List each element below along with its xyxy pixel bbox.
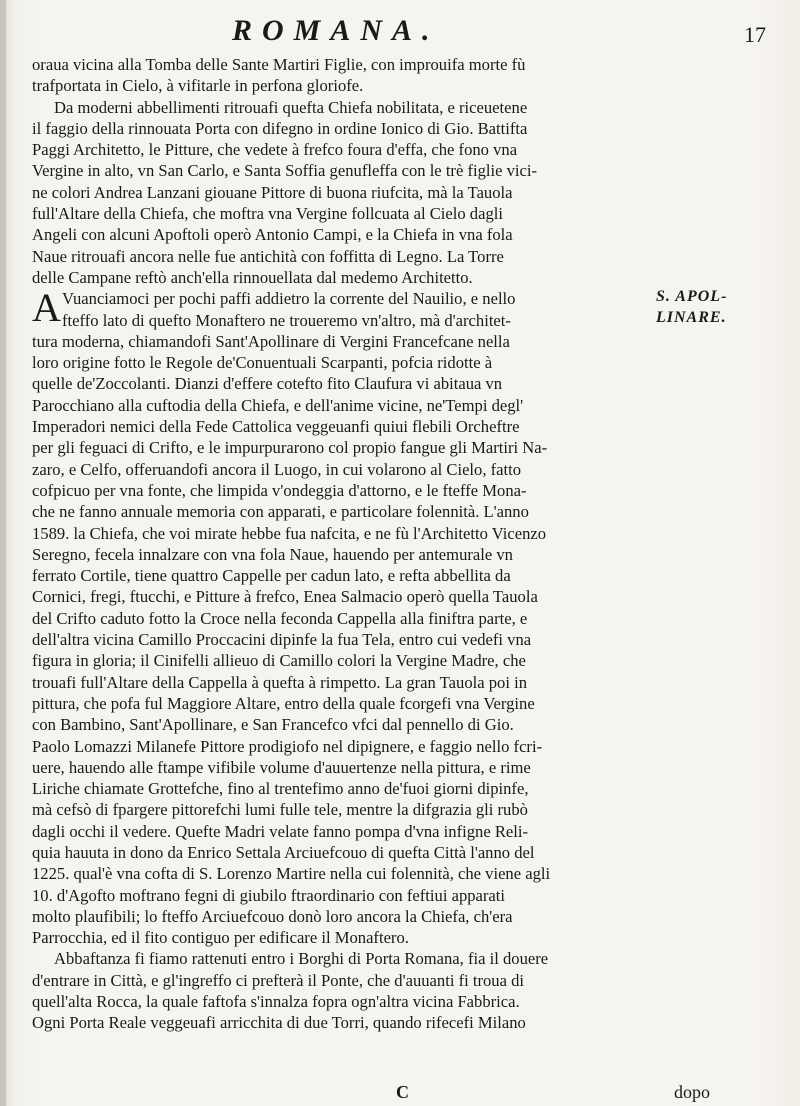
page-gutter bbox=[0, 0, 6, 1106]
text-line: figura in gloria; il Cinifelli allieuo di Camillo colori la Vergine Madre, che bbox=[32, 651, 526, 671]
text-line: mà cefsò di fpargere pittorefchi lumi fulle tele, mentre la difgrazia gli rubò bbox=[32, 800, 528, 820]
text-line: quell'alta Rocca, la quale faftofa s'innalza fopra ogn'altra vicina Fabbrica. bbox=[32, 992, 520, 1012]
text-line: Vergine in alto, vn San Carlo, e Santa Soffia genufleffa con le trè figlie vici- bbox=[32, 161, 538, 181]
text-line: Seregno, fecela innalzare con vna fola Naue, hauendo per antemurale vn bbox=[32, 544, 513, 564]
text-line: Cornici, fregi, ftucchi, e Pitture à frefco, Enea Salmacio operò quella Tauola bbox=[32, 587, 538, 607]
text-line: con Bambino, Sant'Apollinare, e San Francefco vfci dal pennello di Gio. bbox=[32, 715, 514, 735]
page-header bbox=[0, 14, 800, 50]
text-line: 1589. la Chiefa, che voi mirate hebbe fua nafcita, e ne fù l'Architetto Vicenzo bbox=[32, 523, 547, 543]
page-number: 17 bbox=[744, 22, 766, 47]
catchword: dopo bbox=[674, 1082, 710, 1102]
text-line: trafportata in Cielo, à vifitarle in perfona gloriofe. bbox=[32, 76, 364, 96]
text-line: 1225. qual'è vna cofta di S. Lorenzo Martire nella cui folennità, che viene agli bbox=[32, 864, 551, 884]
text-line: quelle de'Zoccolanti. Dianzi d'effere cotefto fito Claufura vi abitaua vn bbox=[32, 374, 503, 394]
text-line: Parrocchia, ed il fito contiguo per edificare il Monaftero. bbox=[32, 928, 409, 948]
text-line: per gli feguaci di Crifto, e le impurpurarono col propio fangue gli Martiri Na- bbox=[32, 438, 548, 458]
text-line: d'entrare in Città, e gl'ingreffo ci prefterà il Ponte, che d'auuanti fi troua di bbox=[32, 970, 525, 990]
text-line: tura moderna, chiamandofi Sant'Apollinare di Vergini Francefcane nella bbox=[32, 331, 510, 351]
text-line: uere, hauendo alle ftampe vifibile volume d'auuertenze nella pittura, e rime bbox=[32, 757, 531, 777]
text-line: Parocchiano alla cuftodia della Chiefa, e dell'anime vicine, ne'Tempi degl' bbox=[32, 395, 524, 415]
text-line: Abbaftanza fi fiamo rattenuti entro i Borghi di Porta Romana, fia il douere bbox=[54, 949, 549, 969]
text-line: 10. d'Agofto moftrano fegni di giubilo ftraordinario con feftiui apparati bbox=[32, 885, 506, 905]
text-line-content: Vuanciamoci per pochi paffi addietro la corrente del Nauilio, e nello bbox=[62, 289, 516, 309]
text-line: che ne fanno annuale memoria con apparati, e particolare folennità. L'anno bbox=[32, 502, 529, 522]
text-line: delle Campane reftò anch'ella rinnouellata dal medemo Architetto. bbox=[32, 267, 473, 287]
text-line: Ogni Porta Reale veggeuafi arricchita di due Torri, quando rifecefi Milano bbox=[32, 1013, 526, 1033]
page-footer bbox=[0, 1082, 800, 1106]
text-line: Naue ritrouafi ancora nelle fue antichità con foffitta di Legno. La Torre bbox=[32, 246, 504, 266]
text-line: zaro, e Celfo, offeruandofi ancora il Luogo, in cui volarono al Cielo, fatto bbox=[32, 459, 522, 479]
text-line: dagli occhi il vedere. Quefte Madri velate fanno pompa d'vna infigne Reli- bbox=[32, 821, 529, 841]
text-line: Da moderni abbellimenti ritrouafi quefta Chiefa nobilitata, e riceuetene bbox=[54, 97, 528, 117]
text-line: loro origine fotto le Regole de'Conuentuali Scarpanti, pofcia ridotte à bbox=[32, 353, 493, 373]
text-line: quia hauuta in dono da Enrico Settala Arciuefcouo di quefta Città l'anno del bbox=[32, 842, 535, 862]
marginal-note: LINARE. bbox=[656, 309, 727, 326]
text-line: Imperadori nemici della Fede Cattolica veggeuanfi quiui flebili Orcheftre bbox=[32, 417, 520, 437]
text-line: cofpicuo per vna fonte, che limpida v'ondeggia d'attorno, e le fteffe Mona- bbox=[32, 480, 527, 500]
text-line: trouafi full'Altare della Cappella à quefta à rimpetto. La gran Tauola poi in bbox=[32, 672, 528, 692]
running-title: ROMANA. bbox=[232, 14, 440, 47]
text-line: Angeli con alcuni Apoftoli operò Antonio Campi, e la Chiefa in vna fola bbox=[32, 225, 513, 245]
text-line: molto plaufibili; lo fteffo Arciuefcouo donò loro ancora la Chiefa, ch'era bbox=[32, 906, 513, 926]
text-line: fteffo lato di quefto Monaftero ne troueremo vn'altro, mà d'architet- bbox=[62, 310, 511, 330]
text-line: Liriche chiamate Grottefche, fino al trentefimo anno de'fuoi giorni dipinfe, bbox=[32, 779, 529, 799]
text-line: dell'altra vicina Camillo Proccacini dipinfe la fua Tela, entro cui vedefi vna bbox=[32, 630, 532, 650]
signature-mark: C bbox=[396, 1082, 409, 1102]
body-text bbox=[32, 54, 780, 1034]
text-line: Paggi Architetto, le Pitture, che vedete à frefco foura d'effa, che fono vna bbox=[32, 140, 518, 160]
text-line: oraua vicina alla Tomba delle Sante Martiri Figlie, con improuifa morte fù bbox=[32, 55, 526, 74]
text-line: il faggio della rinnouata Porta con difegno in ordine Ionico di Gio. Battifta bbox=[32, 118, 528, 138]
text-line: full'Altare della Chiefa, che moftra vna Vergine follcuata al Cielo dagli bbox=[32, 204, 503, 224]
text-line: ne colori Andrea Lanzani giouane Pittore di buona riufcita, mà la Tauola bbox=[32, 182, 513, 202]
marginal-note: S. APOL- bbox=[656, 288, 728, 305]
text-line: pittura, che pofa ful Maggiore Altare, entro della quale fcorgefi vna Vergine bbox=[32, 693, 535, 713]
text-line: Paolo Lomazzi Milanefe Pittore prodigiofo nel dipignere, e faggio nello fcri- bbox=[32, 736, 543, 756]
text-line: del Crifto caduto fotto la Croce nella feconda Cappella alla finiftra parte, e bbox=[32, 608, 528, 628]
drop-cap: A bbox=[32, 285, 61, 331]
text-line: ferrato Cortile, tiene quattro Cappelle per cadun lato, e refta abbellita da bbox=[32, 566, 511, 586]
